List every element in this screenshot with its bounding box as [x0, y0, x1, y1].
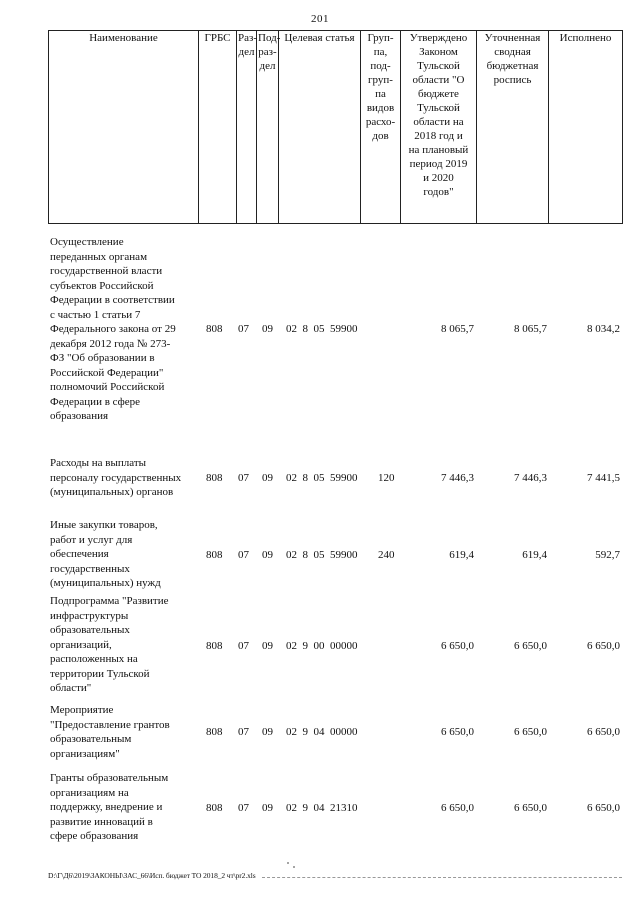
row-name: Иные закупки товаров, работ и услуг для обеспечения государственных (муниципальных) нужд [50, 519, 161, 589]
row-approved: 6 650,0 [441, 640, 474, 652]
row-razdel: 07 [238, 472, 249, 484]
row-razdel: 07 [238, 802, 249, 814]
row-podrazdel: 09 [262, 726, 273, 738]
row-executed: 6 650,0 [587, 802, 620, 814]
row-podrazdel: 09 [262, 549, 273, 561]
row-group: 240 [378, 549, 395, 561]
row-target: 02 8 05 59900 [286, 549, 358, 561]
header-razdel: Раз- дел [237, 31, 257, 224]
row-approved: 6 650,0 [441, 726, 474, 738]
row-approved: 7 446,3 [441, 472, 474, 484]
row-executed: 8 034,2 [587, 323, 620, 335]
row-razdel: 07 [238, 726, 249, 738]
row-grbs: 808 [206, 323, 223, 335]
row-grbs: 808 [206, 802, 223, 814]
scan-speck [293, 866, 295, 868]
row-executed: 7 441,5 [587, 472, 620, 484]
row-target: 02 9 04 21310 [286, 802, 358, 814]
row-executed: 6 650,0 [587, 640, 620, 652]
row-target: 02 8 05 59900 [286, 472, 358, 484]
row-grbs: 808 [206, 549, 223, 561]
header-executed: Исполнено [549, 31, 623, 224]
row-podrazdel: 09 [262, 323, 273, 335]
row-approved: 6 650,0 [441, 802, 474, 814]
row-approved: 8 065,7 [441, 323, 474, 335]
row-refined: 7 446,3 [514, 472, 547, 484]
row-razdel: 07 [238, 549, 249, 561]
column-header-table [48, 30, 623, 224]
row-grbs: 808 [206, 726, 223, 738]
footer-rule [262, 877, 622, 878]
header-name: Наименование [49, 31, 199, 224]
row-name: Осуществление переданных органам государственной власти субъектов Российской Федерации в соответствии с частью 1 статьи 7 Федерального закона от 29 декабря 2012 года № 273- ФЗ "Об образовании в Российской Федерации" полномочий Российской Федерации в сфере образования [50, 236, 176, 422]
page-number: 201 [311, 13, 329, 25]
row-approved: 619,4 [449, 549, 474, 561]
row-target: 02 9 00 00000 [286, 640, 358, 652]
header-refined: Уточненная сводная бюджетная роспись [477, 31, 549, 224]
row-executed: 6 650,0 [587, 726, 620, 738]
file-path-footer: D:\Г\Д6\2019\ЗАКОНЫ\ЗАС_66\Исп. бюджет ТО 2018_2 чт\pr2.xls [48, 871, 256, 880]
row-group: 120 [378, 472, 395, 484]
row-executed: 592,7 [595, 549, 620, 561]
row-name: Мероприятие "Предоставление грантов образовательным организациям" [50, 704, 170, 760]
header-grbs: ГРБС [199, 31, 237, 224]
header-target: Целевая статья [279, 31, 361, 224]
row-podrazdel: 09 [262, 472, 273, 484]
row-name: Гранты образовательным организациям на поддержку, внедрение и развитие инноваций в сфере образования [50, 772, 169, 842]
header-group: Груп- па, под- груп- па видов расхо- дов [361, 31, 401, 224]
row-refined: 6 650,0 [514, 640, 547, 652]
row-razdel: 07 [238, 640, 249, 652]
row-refined: 6 650,0 [514, 726, 547, 738]
row-name: Расходы на выплаты персоналу государственных (муниципальных) органов [50, 457, 182, 498]
row-name: Подпрограмма "Развитие инфраструктуры образовательных организаций, расположенных на территории Тульской области" [50, 595, 169, 694]
row-target: 02 9 04 00000 [286, 726, 358, 738]
row-grbs: 808 [206, 640, 223, 652]
row-podrazdel: 09 [262, 802, 273, 814]
header-podrazdel: Под- раз- дел [257, 31, 279, 224]
row-refined: 619,4 [522, 549, 547, 561]
header-approved: Утверждено Законом Тульской области "О бюджете Тульской области на 2018 год и на плановый период 2019 и 2020 годов" [401, 31, 477, 224]
row-podrazdel: 09 [262, 640, 273, 652]
row-grbs: 808 [206, 472, 223, 484]
row-razdel: 07 [238, 323, 249, 335]
scan-speck [287, 862, 289, 864]
row-refined: 6 650,0 [514, 802, 547, 814]
row-target: 02 8 05 59900 [286, 323, 358, 335]
row-refined: 8 065,7 [514, 323, 547, 335]
